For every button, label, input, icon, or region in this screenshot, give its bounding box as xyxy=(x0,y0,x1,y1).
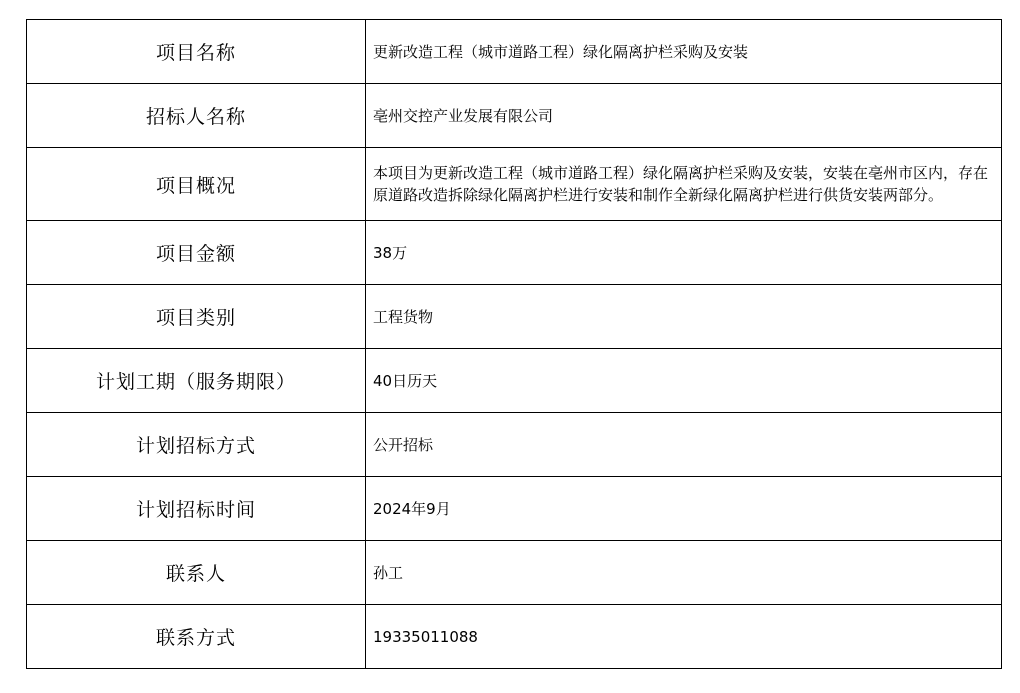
label-planned-duration: 计划工期（服务期限） xyxy=(27,349,366,413)
label-contact-method: 联系方式 xyxy=(27,605,366,669)
project-info-table xyxy=(26,19,1002,669)
value-contact-method: 19335011088 xyxy=(366,605,1002,669)
row-contact-person xyxy=(27,541,1002,605)
value-planned-duration: 40日历天 xyxy=(366,349,1002,413)
value-tender-method: 公开招标 xyxy=(366,413,1002,477)
value-project-name: 更新改造工程（城市道路工程）绿化隔离护栏采购及安装 xyxy=(366,20,1002,84)
value-project-overview: 本项目为更新改造工程（城市道路工程）绿化隔离护栏采购及安装，安装在亳州市区内，存在原道路改造拆除绿化隔离护栏进行安装和制作全新绿化隔离护栏进行供货安装两部分。 xyxy=(366,148,1002,221)
value-tender-time: 2024年9月 xyxy=(366,477,1002,541)
row-project-name xyxy=(27,20,1002,84)
label-tender-method: 计划招标方式 xyxy=(27,413,366,477)
row-project-amount xyxy=(27,221,1002,285)
row-tender-method xyxy=(27,413,1002,477)
label-project-name: 项目名称 xyxy=(27,20,366,84)
label-tender-time: 计划招标时间 xyxy=(27,477,366,541)
value-contact-person: 孙工 xyxy=(366,541,1002,605)
label-project-overview: 项目概况 xyxy=(27,148,366,221)
label-contact-person: 联系人 xyxy=(27,541,366,605)
label-tenderer-name: 招标人名称 xyxy=(27,84,366,148)
row-contact-method xyxy=(27,605,1002,669)
value-tenderer-name: 亳州交控产业发展有限公司 xyxy=(366,84,1002,148)
value-project-amount: 38万 xyxy=(366,221,1002,285)
row-project-overview xyxy=(27,148,1002,221)
row-project-category xyxy=(27,285,1002,349)
row-tender-time xyxy=(27,477,1002,541)
label-project-amount: 项目金额 xyxy=(27,221,366,285)
value-project-category: 工程货物 xyxy=(366,285,1002,349)
row-tenderer-name xyxy=(27,84,1002,148)
label-project-category: 项目类别 xyxy=(27,285,366,349)
row-planned-duration xyxy=(27,349,1002,413)
